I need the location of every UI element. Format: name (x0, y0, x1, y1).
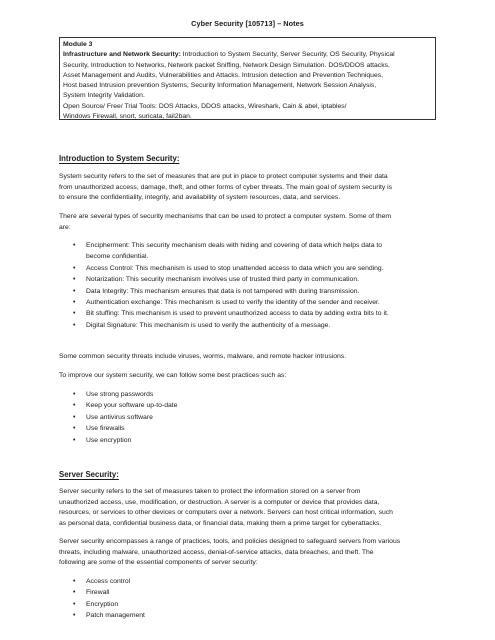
paragraph (59, 487, 436, 529)
module-line: Host based Intrusion prevention Systems, Security Information Management, Network Session Analysis, (63, 82, 377, 90)
bullet-icon: • (73, 600, 76, 608)
bullet-icon: • (73, 321, 76, 329)
module-syllabus-box (59, 37, 436, 120)
list-item (59, 308, 436, 319)
list-item (59, 240, 436, 263)
list-item-text: Keep your software up-to-date (86, 402, 178, 410)
list-item (59, 263, 436, 274)
bullet-icon: • (73, 310, 76, 318)
paragraph (59, 172, 436, 204)
list-item-text: Digital Signature: This mechanism is used to verify the authenticity of a message. (86, 321, 331, 329)
list-item-text: Authentication exchange: This mechanism is used to verify the identity of the sender and receiver. (86, 299, 380, 307)
bullet-icon: • (73, 299, 76, 307)
list-item (59, 587, 436, 598)
paragraph-line: are: (59, 223, 71, 231)
module-line-text: Introduction to System Security, Server Security, OS Security, Physical (180, 51, 395, 59)
bullet-icon: • (73, 242, 76, 249)
list-item (59, 320, 436, 331)
paragraph-line: following are some of the essential components of server security: (59, 559, 258, 567)
paragraph-line: There are several types of security mechanisms that can be used to protect a computer system. Some of them (59, 213, 392, 220)
bullet-icon: • (73, 589, 76, 597)
list-item-text: Firewall (86, 589, 110, 597)
list-item (59, 400, 436, 411)
paragraph-line: to ensure the confidentiality, integrity, and availability of system resources, data, and services. (59, 194, 341, 202)
module-line: Asset Management and Audits, Vulnerabilities and Attacks. Intrusion detection and Prevention Techniques, (63, 71, 384, 79)
list-item-text: Use strong passwords (86, 391, 154, 398)
paragraph-line: Server security encompasses a range of practices, tools, and policies designed to safeguard servers from various (59, 538, 401, 545)
bullet-icon: • (73, 391, 76, 398)
paragraph-line: Server security refers to the set of measures taken to protect the information stored on a server from (59, 488, 361, 495)
list-item (59, 389, 436, 400)
bullet-icon: • (73, 264, 76, 272)
bullet-icon: • (73, 612, 76, 620)
module-title: Module 3 (63, 41, 93, 48)
paragraph (59, 212, 436, 233)
list-item-text: Access Control: This mechanism is used to stop unattended access to data which you are sending. (86, 264, 384, 272)
list-item (59, 274, 436, 285)
bullet-icon: • (73, 276, 76, 284)
module-line: Windows Firewall, snort, suricata, fail2ban. (63, 113, 192, 121)
module-line (63, 50, 432, 60)
bullet-icon: • (73, 436, 76, 444)
paragraph-line: System security refers to the set of measures that are put in place to protect computer systems and their data (59, 173, 388, 180)
section-heading-server-security: Server Security: (59, 470, 119, 479)
paragraph-line: threats, including malware, unauthorized access, denial-of-service attacks, data breaches, and theft. The (59, 548, 374, 556)
bullet-icon: • (73, 425, 76, 433)
list-item-text: Bit stuffing: This mechanism is used to prevent unauthorized access to data by adding extra bits to it. (86, 310, 389, 318)
bullet-icon: • (73, 413, 76, 421)
server-components-list (59, 576, 436, 622)
list-item (59, 610, 436, 621)
list-item-text: Notarization: This security mechanism involves use of trusted third party in communication. (86, 276, 359, 284)
list-item-text: Encryption (86, 600, 119, 608)
list-item-text: become confidential. (86, 253, 149, 261)
paragraph-line: To improve our system security, we can follow some best practices such as: (59, 372, 287, 379)
page-header-title: Cyber Security [105713] – Notes (191, 19, 304, 28)
list-item (59, 412, 436, 423)
section-heading-system-security: Introduction to System Security: (59, 154, 180, 163)
list-item-text: Use encryption (86, 436, 132, 444)
list-item-text: Data Integrity: This mechanism ensures that data is not tampered with during transmission. (86, 287, 360, 295)
module-bold-lead: Infrastructure and Network Security: (63, 51, 181, 59)
list-item (59, 599, 436, 610)
list-item (59, 297, 436, 308)
best-practices-list (59, 389, 436, 446)
paragraph-line: unauthorized access, use, modification, or destruction. A server is a computer or device that provides data, (59, 498, 380, 506)
paragraph-line: Some common security threats include viruses, worms, malware, and remote hacker intrusions. (59, 353, 347, 360)
module-line: System Integrity Validation. (63, 92, 145, 100)
list-item (59, 423, 436, 434)
paragraph-line: from unauthorized access, damage, theft, and other forms of cyber threats. The main goal of system security is (59, 183, 393, 191)
list-item (59, 286, 436, 297)
list-item-text: Access control (86, 578, 131, 585)
paragraph (59, 352, 436, 363)
paragraph-line: resources, or services to other devices or computers over a network. Servers can host critical information, such (59, 509, 393, 517)
list-item (59, 435, 436, 446)
paragraph-line: as personal data, confidential business data, or financial data, making them a prime target for cyberattacks. (59, 519, 382, 527)
bullet-icon: • (73, 402, 76, 410)
paragraph (59, 371, 436, 382)
list-item-text: Encipherment: This security mechanism deals with hiding and covering of data which helps data to (86, 242, 383, 249)
module-line: Security, Introduction to Networks, Network packet Sniffing, Network Design Simulation. DOS/DDOS attacks. (63, 61, 390, 69)
mechanisms-list (59, 240, 436, 331)
list-item-text: Use firewalls (86, 425, 125, 433)
list-item (59, 576, 436, 587)
bullet-icon: • (73, 287, 76, 295)
list-item-text: Patch management (86, 612, 145, 620)
bullet-icon: • (73, 578, 76, 585)
list-item-text: Use antivirus software (86, 413, 153, 421)
paragraph (59, 537, 436, 569)
module-line: Open Source/ Free/ Trial Tools: DOS Attacks, DDOS attacks, Wireshark, Cain & abel, iptables/ (63, 102, 347, 110)
